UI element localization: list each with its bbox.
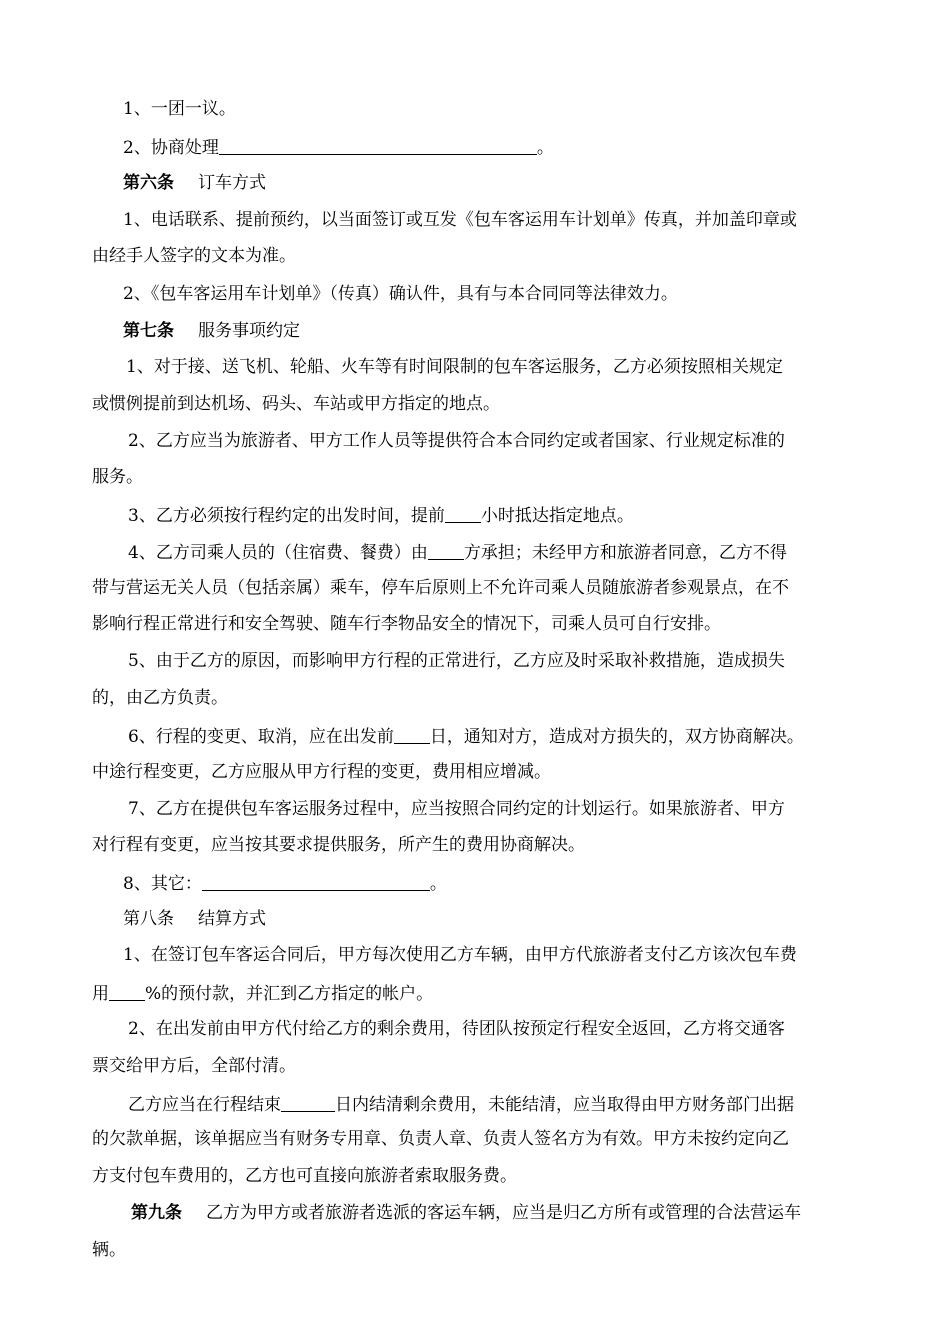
art7-p6-line2 [92,761,551,783]
art8-p1-line1 [123,944,797,966]
art8-p2-line2-text: 票交给甲方后，全部付清。 [92,1056,296,1076]
fill-blank-percent [109,983,145,1001]
art7-p4-line2-text: 带与营运无关人员（包括亲属）乘车，停车后原则上不允许司乘人员随旅游者参观景点，在不 [92,578,789,598]
fill-blank-negotiation [219,137,537,155]
art7-p5-line2 [92,687,228,709]
art6-p1-line2-text: 由经手人签字的文本为准。 [92,246,296,266]
art7-p7-line2-text: 对行程有变更，应当按其要求提供服务，所产生的费用协商解决。 [92,835,585,855]
article-8-header [123,908,266,930]
item-s5-1-text: 1、一团一议。 [123,99,236,119]
art6-p1-line2 [92,245,296,267]
art8-p3-line2 [92,1128,789,1150]
art7-p7-line1-text: 7、乙方在提供包车客运服务过程中，应当按照合同约定的计划运行。如果旅游者、甲方 [128,799,785,819]
art7-p8 [123,871,447,893]
item-s5-2-text: 2、协商处理 [123,138,219,158]
fill-blank-party [428,542,464,560]
article-7-number: 第七条 [123,321,174,341]
art8-p3-line2-text: 的欠款单据，该单据应当有财务专用章、负责人章、负责人签名方为有效。甲方未按约定向乙 [92,1129,789,1149]
item-s5-2 [123,135,554,157]
art7-p1-line1 [126,356,783,378]
article-9-line1 [131,1202,801,1224]
art6-p1-line1 [123,209,797,231]
fill-blank-settle-days [281,1094,335,1112]
art7-p6-line1-end: 日，通知对方，造成对方损失的，双方协商解决。 [429,727,804,747]
art7-p8-text: 8、其它： [123,874,202,894]
art8-p1-line2-text: 用 [92,984,109,1004]
art7-p2-line2-text: 服务。 [92,467,143,487]
art7-p4-line2 [92,577,789,599]
art7-p4-line1-text: 4、乙方司乘人员的（住宿费、餐费）由 [128,543,428,563]
art7-p4-line1 [128,540,787,562]
article-6-header [123,172,266,194]
art7-p3-text: 3、乙方必须按行程约定的出发时间，提前 [128,506,445,526]
fill-blank-other [202,873,430,891]
art8-p2-line1-text: 2、在出发前由甲方代付给乙方的剩余费用，待团队按预定行程安全返回，乙方将交通客 [128,1019,785,1039]
art7-p2-line1-text: 2、乙方应当为旅游者、甲方工作人员等提供符合本合同约定或者国家、行业规定标准的 [128,431,785,451]
article-7-heading: 服务事项约定 [198,321,300,341]
art6-p2 [123,283,678,305]
art8-p1-line1-text: 1、在签订包车客运合同后，甲方每次使用乙方车辆，由甲方代旅游者支付乙方该次包车费 [123,945,797,965]
art8-p3-line3 [92,1165,517,1187]
art6-p2-text: 2、《包车客运用车计划单》（传真）确认件，具有与本合同同等法律效力。 [123,284,678,304]
art8-p1-line2-end: %的预付款，并汇到乙方指定的帐户。 [145,984,434,1004]
art6-p1-line1-text: 1、电话联系、提前预约，以当面签订或互发《包车客运用车计划单》传真，并加盖印章或 [123,210,797,230]
article-9-line1-text: 乙方为甲方或者旅游者选派的客运车辆，应当是归乙方所有或管理的合法营运车 [206,1203,801,1223]
art7-p3-end: 小时抵达指定地点。 [480,506,634,526]
art7-p5-line2-text: 的，由乙方负责。 [92,688,228,708]
art7-p1-line2 [92,393,500,415]
item-s5-1 [123,98,236,120]
art8-p3-line1-text: 乙方应当在行程结束 [128,1095,281,1115]
article-9-line2-text: 辆。 [92,1240,126,1260]
art8-p3-line1 [128,1092,794,1114]
article-9-number: 第九条 [131,1203,182,1223]
art7-p2-line1 [128,430,785,452]
art7-p6-line1-text: 6、行程的变更、取消，应在出发前 [128,727,394,747]
art7-p6-line1 [128,724,804,746]
art7-p7-line1 [128,798,785,820]
art8-p2-line2 [92,1055,296,1077]
article-8-number: 第八条 [123,909,174,929]
art7-p2-line2 [92,466,143,488]
art8-p1-line2 [92,981,433,1003]
art7-p5-line1-text: 5、由于乙方的原因，而影响甲方行程的正常进行，乙方应及时采取补救措施，造成损失 [128,651,785,671]
art7-p4-line3-text: 影响行程正常进行和安全驾驶、随车行李物品安全的情况下，司乘人员可自行安排。 [92,614,721,634]
art8-p3-line1-end: 日内结清剩余费用，未能结清，应当取得由甲方财务部门出据 [335,1095,794,1115]
art8-p3-line3-text: 方支付包车费用的，乙方也可直接向旅游者索取服务费。 [92,1166,517,1186]
art7-p4-line3 [92,613,721,635]
art7-p4-line1-end: 方承担；未经甲方和旅游者同意，乙方不得 [463,543,787,563]
fill-blank-days-notice [394,726,430,744]
art7-p5-line1 [128,650,785,672]
art7-p6-line2-text: 中途行程变更，乙方应服从甲方行程的变更，费用相应增减。 [92,762,551,782]
article-7-header [123,320,300,342]
fill-blank-hours [445,505,481,523]
art7-p3 [128,503,634,525]
art7-p7-line2 [92,834,585,856]
art7-p1-line1-text: 1、对于接、送飞机、轮船、火车等有时间限制的包车客运服务，乙方必须按照相关规定 [126,357,783,377]
article-9-line2 [92,1239,126,1261]
art7-p8-end: 。 [429,874,447,894]
art8-p2-line1 [128,1018,785,1040]
article-6-heading: 订车方式 [198,173,266,193]
art7-p1-line2-text: 或惯例提前到达机场、码头、车站或甲方指定的地点。 [92,394,500,414]
item-s5-2-end: 。 [536,138,554,158]
article-8-heading: 结算方式 [198,909,266,929]
article-6-number: 第六条 [123,173,174,193]
